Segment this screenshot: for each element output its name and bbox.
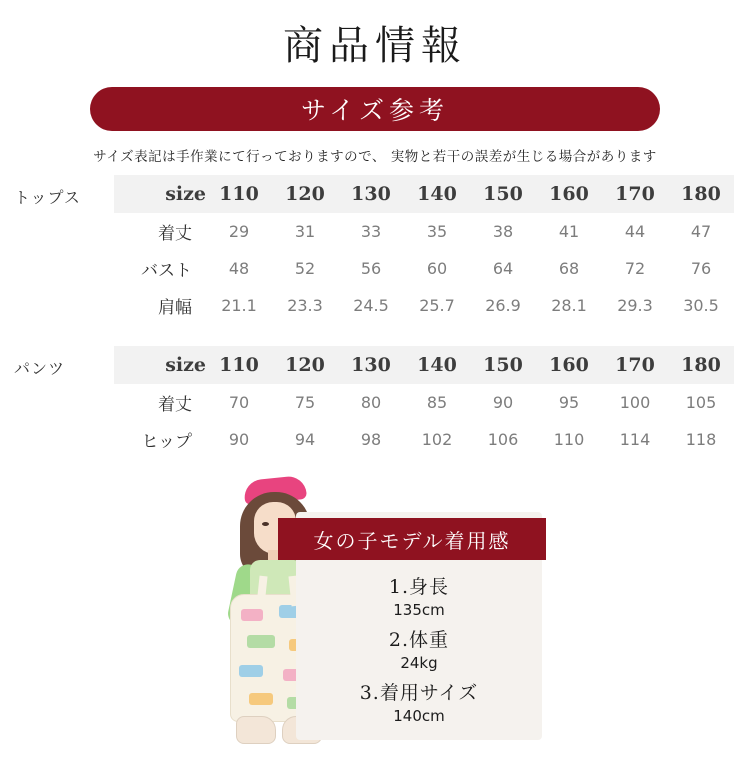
model-wearing-section [0,476,750,776]
tops-block-label: トップス [14,188,81,207]
list-item [296,625,542,672]
table-cell: 110 [553,430,585,449]
table-header-cell: 160 [549,354,589,376]
table-cell: 118 [685,430,717,449]
table-header-cell: 120 [285,354,325,376]
table-cell: 41 [558,222,580,241]
table-cell: 100 [619,393,651,412]
model-card-title [278,518,546,560]
row-label: 着丈 [158,395,192,415]
table-cell: 90 [228,430,250,449]
table-header-cell: 170 [615,183,655,205]
row-label: 肩幅 [158,298,192,318]
table-header-cell: 140 [417,354,457,376]
table-cell: 23.3 [287,296,323,315]
pants-block-label: パンツ [14,359,66,378]
table-cell: 47 [690,222,712,241]
table-cell: 95 [558,393,580,412]
model-info-list [296,572,542,731]
table-cell: 28.1 [551,296,587,315]
table-cell: 48 [228,259,250,278]
table-cell: 90 [492,393,514,412]
table-cell: 64 [492,259,514,278]
size-reference-banner-label: サイズ参考 [300,96,449,125]
tops-size-block [0,175,750,324]
table-header-cell: 130 [351,183,391,205]
table-header-cell: size [165,354,206,376]
table-header-cell: 160 [549,183,589,205]
table-cell: 72 [624,259,646,278]
list-item [296,678,542,725]
table-cell: 24.5 [353,296,389,315]
table-row [114,287,734,324]
table-cell: 30.5 [683,296,719,315]
table-cell: 21.1 [221,296,257,315]
measurement-disclaimer: サイズ表記は手作業にて行っておりますので、 実物と若干の誤差が生じる場合があります [93,149,657,165]
model-weight-label: 2.体重 [388,629,450,651]
table-header-cell: 150 [483,354,523,376]
table-cell: 35 [426,222,448,241]
table-cell: 52 [294,259,316,278]
table-header-cell: 120 [285,183,325,205]
table-row [114,384,734,421]
page-title: 商品情報 [283,23,467,69]
size-reference-banner [90,87,660,131]
row-label: ヒップ [141,432,192,452]
table-cell: 29.3 [617,296,653,315]
list-item [296,572,542,619]
table-cell: 60 [426,259,448,278]
table-cell: 105 [685,393,717,412]
row-label: バスト [141,261,192,281]
table-cell: 98 [360,430,382,449]
table-cell: 68 [558,259,580,278]
table-cell: 25.7 [419,296,455,315]
model-card-title-label: 女の子モデル着用感 [313,528,511,553]
table-header-cell: 110 [219,183,259,205]
table-row [114,213,734,250]
table-header-cell: 180 [681,354,721,376]
table-cell: 33 [360,222,382,241]
pants-size-table [114,346,734,458]
table-cell: 75 [294,393,316,412]
table-cell: 31 [294,222,316,241]
table-cell: 56 [360,259,382,278]
model-weight-value: 24kg [400,654,438,672]
table-cell: 106 [487,430,519,449]
table-cell: 94 [294,430,316,449]
model-worn-size-label: 3.着用サイズ [359,682,479,704]
model-worn-size-value: 140cm [393,707,445,725]
table-header-cell: 130 [351,354,391,376]
table-header-cell: 170 [615,354,655,376]
table-cell: 76 [690,259,712,278]
model-height-value: 135cm [393,601,445,619]
shoe-left-shape [236,716,276,744]
tops-size-table [114,175,734,324]
table-header-cell: 180 [681,183,721,205]
table-row [114,421,734,458]
eye-left-shape [262,522,269,526]
table-cell: 26.9 [485,296,521,315]
table-header-cell: 110 [219,354,259,376]
table-cell: 85 [426,393,448,412]
table-cell: 102 [421,430,453,449]
table-cell: 80 [360,393,382,412]
table-cell: 38 [492,222,514,241]
table-row [114,346,734,384]
table-cell: 29 [228,222,250,241]
table-header-cell: 140 [417,183,457,205]
pants-size-block [0,346,750,458]
table-cell: 44 [624,222,646,241]
model-height-label: 1.身長 [388,576,450,598]
table-cell: 114 [619,430,651,449]
table-header-cell: size [165,183,206,205]
table-cell: 70 [228,393,250,412]
table-row [114,250,734,287]
row-label: 着丈 [158,224,192,244]
table-row [114,175,734,213]
table-header-cell: 150 [483,183,523,205]
